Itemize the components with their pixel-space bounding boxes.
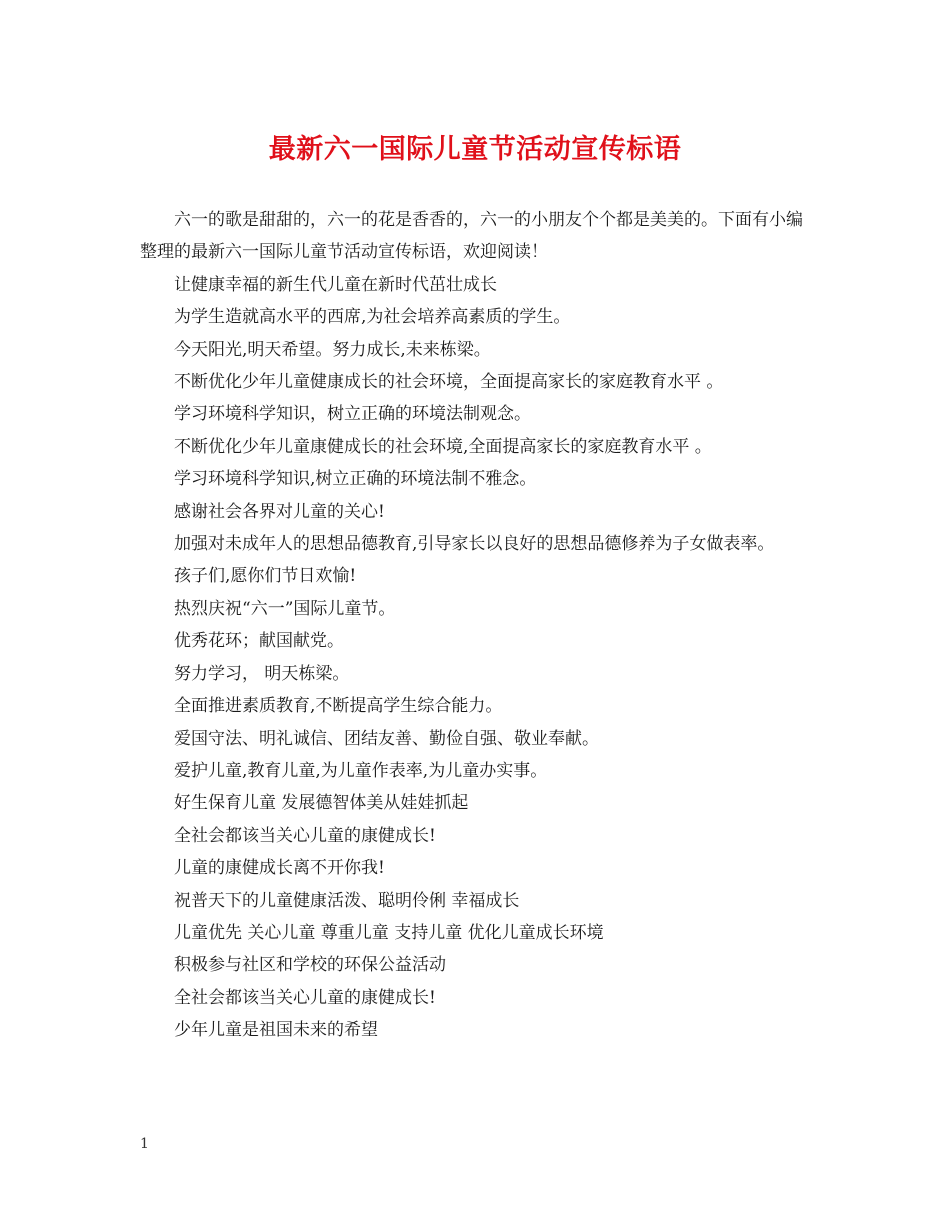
paragraph: 努力学习， 明天栋梁。 (174, 663, 350, 684)
paragraph: 全面推进素质教育,不断提高学生综合能力。 (174, 696, 503, 717)
document-title: 最新六一国际儿童节活动宣传标语 (268, 134, 682, 165)
paragraph: 六一的歌是甜甜的，六一的花是香香的，六一的小朋友个个都是美美的。下面有小编整理的最新六一国际儿童节活动宣传标语，欢迎阅读！ (140, 210, 803, 263)
paragraph: 儿童的康健成长离不开你我! (174, 858, 385, 879)
paragraph: 爱护儿童,教育儿童,为儿童作表率,为儿童办实事。 (174, 760, 548, 781)
paragraph: 今天阳光,明天希望。努力成长,未来栋梁。 (174, 339, 491, 360)
paragraph: 少年儿童是祖国未来的希望 (174, 1020, 378, 1041)
paragraph: 祝普天下的儿童健康活泼、聪明伶俐 幸福成长 (174, 890, 520, 911)
paragraph: 学习环境科学知识,树立正确的环境法制不雅念。 (174, 469, 537, 490)
paragraph: 积极参与社区和学校的环保公益活动 (174, 955, 446, 976)
paragraph: 孩子们,愿你们节日欢愉! (174, 566, 357, 587)
document-body (140, 204, 812, 1047)
page-number: 1 (140, 1136, 149, 1152)
paragraph: 加强对未成年人的思想品德教育,引导家长以良好的思想品德修养为子女做表率。 (174, 534, 775, 555)
paragraph: 全社会都该当关心儿童的康健成长! (174, 825, 436, 846)
paragraph: 优秀花环；献国献党。 (174, 631, 344, 652)
paragraph: 感谢社会各界对儿童的关心! (174, 501, 385, 522)
paragraph: 好生保育儿童 发展德智体美从娃娃抓起 (174, 793, 469, 814)
paragraph: 热烈庆祝“六一”国际儿童节。 (174, 598, 396, 619)
paragraph: 爱国守法、明礼诚信、团结友善、勤俭自强、敬业奉献。 (174, 728, 599, 749)
paragraph: 不断优化少年儿童健康成长的社会环境，全面提高家长的家庭教育水平 。 (174, 372, 724, 393)
paragraph: 儿童优先 关心儿童 尊重儿童 支持儿童 优化儿童成长环境 (174, 922, 604, 943)
paragraph: 不断优化少年儿童康健成长的社会环境,全面提高家长的家庭教育水平 。 (174, 436, 712, 457)
paragraph: 让健康幸福的新生代儿童在新时代茁壮成长 (174, 274, 497, 295)
paragraph: 全社会都该当关心儿童的康健成长! (174, 987, 436, 1008)
paragraph: 学习环境科学知识，树立正确的环境法制观念。 (174, 404, 531, 425)
paragraph: 为学生造就高水平的西席,为社会培养高素质的学生。 (174, 307, 571, 328)
